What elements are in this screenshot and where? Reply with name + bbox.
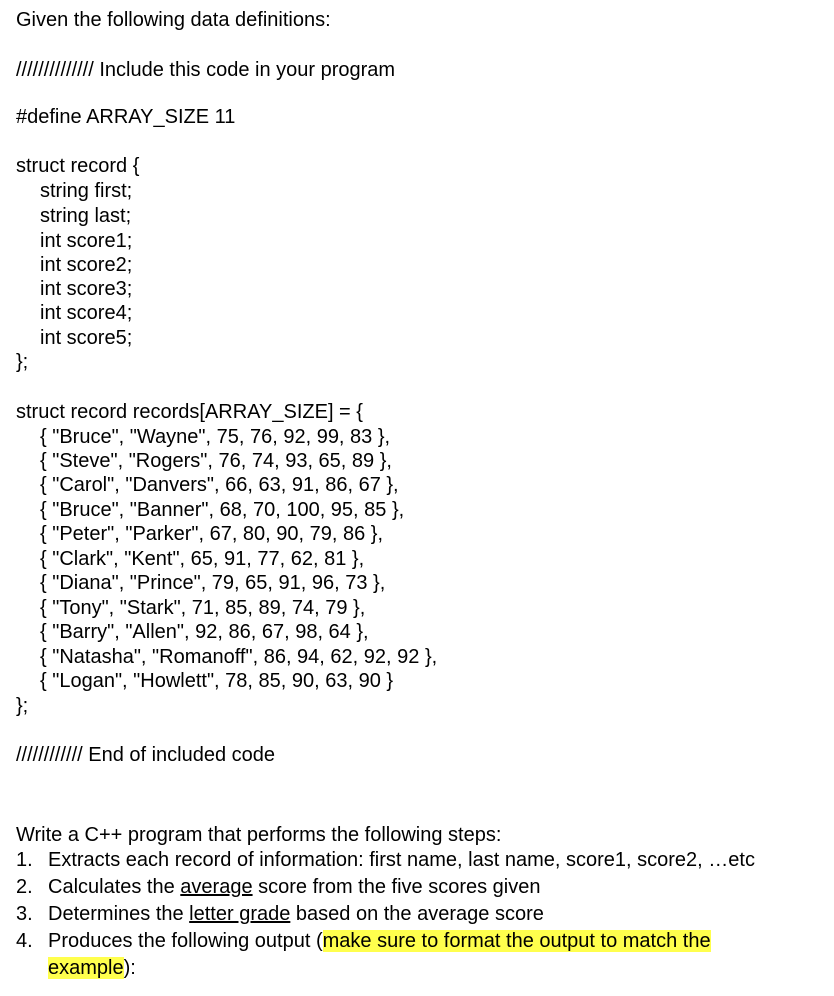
step-text: Produces the following output ( (48, 930, 323, 952)
step-text: Determines the (48, 903, 190, 925)
record-line: { "Natasha", "Romanoff", 86, 94, 62, 92, 92 }, (40, 646, 438, 668)
underlined-term: average (180, 876, 253, 898)
step-number: 1. (16, 849, 33, 871)
step-4-continued (16, 955, 136, 982)
struct-field: string last; (40, 205, 132, 227)
record-line: { "Bruce", "Banner", 68, 70, 100, 95, 85 }, (40, 499, 405, 521)
step-1 (16, 847, 755, 874)
step-number: 3. (16, 903, 33, 925)
struct-field: int score1; (40, 230, 133, 252)
task-intro: Write a C++ program that performs the following steps: (16, 824, 502, 846)
struct-field: int score5; (40, 327, 133, 349)
record-line: { "Carol", "Danvers", 66, 63, 91, 86, 67 }, (40, 474, 399, 496)
record-line: { "Bruce", "Wayne", 75, 76, 92, 99, 83 }, (40, 426, 391, 448)
record-line: { "Tony", "Stark", 71, 85, 89, 74, 79 }, (40, 597, 366, 619)
struct-close: }; (16, 351, 29, 373)
step-text: based on the average score (290, 903, 544, 925)
record-line: { "Diana", "Prince", 79, 65, 91, 96, 73 }, (40, 572, 386, 594)
record-line: { "Barry", "Allen", 92, 86, 67, 98, 64 }, (40, 621, 369, 643)
highlighted-text: make sure to format the output to match the (322, 930, 711, 952)
highlighted-text: example (48, 957, 124, 979)
step-number: 2. (16, 876, 33, 898)
struct-field: string first; (40, 180, 133, 202)
struct-field: int score4; (40, 302, 133, 324)
step-3 (16, 901, 544, 928)
step-4 (16, 928, 711, 955)
step-text: score from the five scores given (252, 876, 541, 898)
intro-text: Given the following data definitions: (16, 9, 331, 31)
step-2 (16, 874, 540, 901)
step-text: Calculates the (48, 876, 181, 898)
struct-field: int score3; (40, 278, 133, 300)
record-line: { "Steve", "Rogers", 76, 74, 93, 65, 89 }, (40, 450, 392, 472)
define-line: #define ARRAY_SIZE 11 (16, 106, 236, 128)
step-text: ): (123, 957, 136, 979)
struct-open: struct record { (16, 155, 140, 177)
step-number: 4. (16, 930, 33, 952)
array-close: }; (16, 695, 29, 717)
include-start-comment: ////////////// Include this code in your program (16, 59, 396, 81)
record-line: { "Peter", "Parker", 67, 80, 90, 79, 86 }, (40, 523, 384, 545)
array-open: struct record records[ARRAY_SIZE] = { (16, 401, 363, 423)
record-line: { "Logan", "Howlett", 78, 85, 90, 63, 90 } (40, 670, 394, 692)
underlined-term: letter grade (189, 903, 291, 925)
include-end-comment: //////////// End of included code (16, 744, 276, 766)
record-line: { "Clark", "Kent", 65, 91, 77, 62, 81 }, (40, 548, 365, 570)
step-text: Extracts each record of information: first name, last name, score1, score2, …etc (48, 849, 755, 871)
struct-field: int score2; (40, 254, 133, 276)
